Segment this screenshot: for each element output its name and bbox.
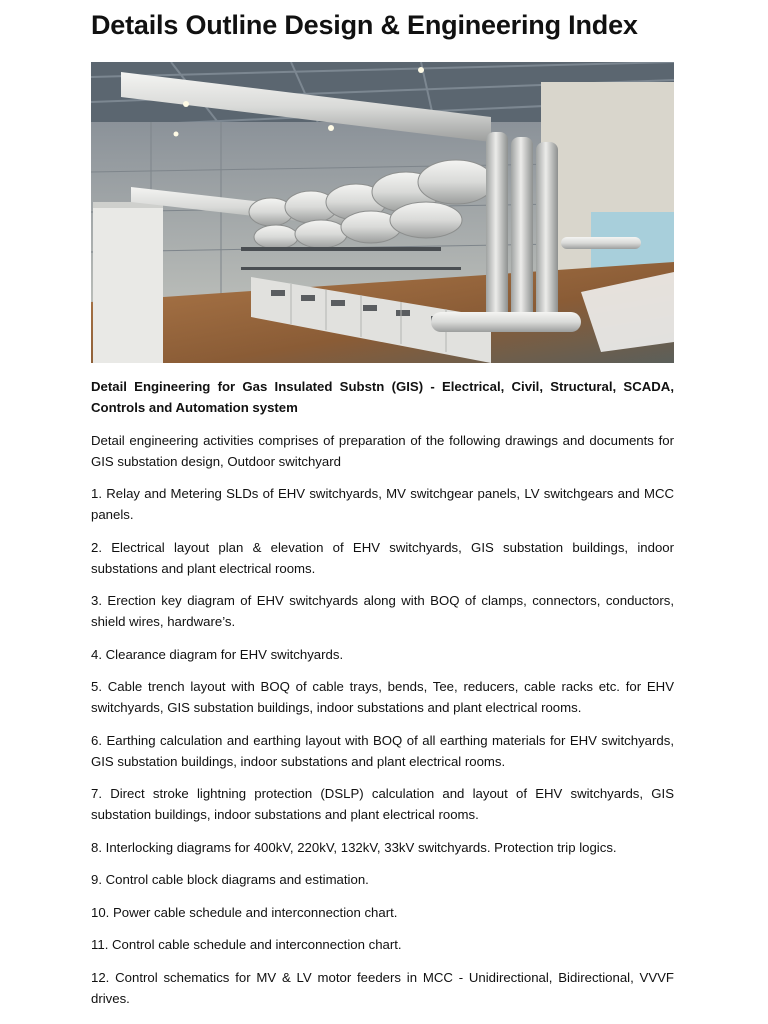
section-heading: Detail Engineering for Gas Insulated Substn (GIS) - Electrical, Civil, Structural, SCADA, Controls and Automation system <box>91 379 674 415</box>
list-item: 1. Relay and Metering SLDs of EHV switchyards, MV switchgear panels, LV switchgears and MCC panels. <box>91 486 674 522</box>
list-item: 5. Cable trench layout with BOQ of cable trays, bends, Tee, reducers, cable racks etc. for EHV switchyards, GIS substation buildings, indoor substations and plant electrical rooms. <box>91 679 674 715</box>
list-item: 9. Control cable block diagrams and estimation. <box>91 872 369 887</box>
list-item: 12. Control schematics for MV & LV motor feeders in MCC - Unidirectional, Bidirectional, VVVF drives. <box>91 969 674 1006</box>
gis-substation-photo <box>91 62 674 363</box>
list-item: 10. Power cable schedule and interconnection chart. <box>91 904 398 920</box>
list-item: 6. Earthing calculation and earthing layout with BOQ of all earthing materials for EHV switchyards, GIS substation buildings, indoor substations and plant electrical rooms. <box>91 732 674 769</box>
list-item: 3. Erection key diagram of EHV switchyards along with BOQ of clamps, connectors, conductors, shield wires, hardware’s. <box>91 593 674 629</box>
list-item: 8. Interlocking diagrams for 400kV, 220kV, 132kV, 33kV switchyards. Protection trip logics. <box>91 839 617 855</box>
document-body <box>91 376 674 1020</box>
list-item: 4. Clearance diagram for EHV switchyards. <box>91 646 344 662</box>
intro-paragraph: Detail engineering activities comprises of preparation of the following drawings and documents for GIS substation design, Outdoor switchyard <box>91 432 674 469</box>
list-item: 7. Direct stroke lightning protection (DSLP) calculation and layout of EHV switchyards, GIS substation buildings, indoor substations and plant electrical rooms. <box>91 786 674 822</box>
page-title: Details Outline Design & Engineering Index <box>91 10 638 40</box>
list-item: 11. Control cable schedule and interconnection chart. <box>91 937 402 952</box>
list-item: 2. Electrical layout plan & elevation of EHV switchyards, GIS substation buildings, indoor substations and plant electrical rooms. <box>91 539 674 576</box>
